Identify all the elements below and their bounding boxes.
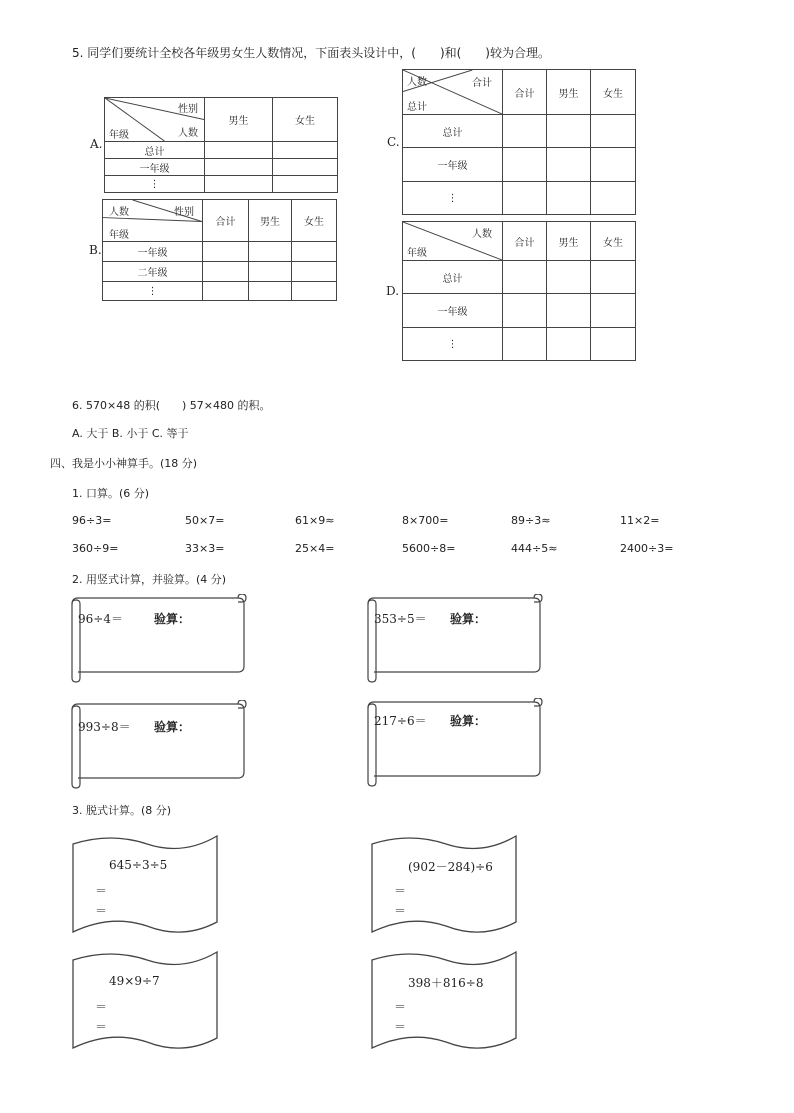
check-label: 验算： (154, 612, 191, 626)
option-d-table (402, 221, 636, 361)
option-a-label: A. (90, 137, 103, 151)
option-b-row-label: ⋮ (103, 282, 203, 301)
expression: 398＋816÷8 (408, 976, 484, 990)
option-c-row-label: ⋮ (403, 182, 503, 215)
equals-sign: ＝ (394, 884, 407, 898)
part-1-title: 1. 口算。(6 分) (72, 487, 150, 500)
division-expression: 96÷4＝ (78, 612, 123, 626)
expression: 49×9÷7 (109, 974, 160, 988)
equals-sign: ＝ (394, 1020, 407, 1034)
step-calc-box (71, 830, 219, 936)
oral-calc: 360÷9= (72, 542, 119, 555)
option-b-label: B. (89, 243, 102, 257)
oral-calc: 25×4= (295, 542, 335, 555)
option-b-corner-top-left: 人数 (109, 207, 129, 218)
option-a-corner-header (105, 98, 205, 142)
vertical-calc-box (66, 700, 246, 786)
oral-calc: 11×2= (620, 514, 660, 527)
option-a-corner-mid: 人数 (178, 128, 198, 139)
option-a-row-label: ⋮ (105, 176, 205, 193)
option-d-col-header: 女生 (591, 222, 636, 261)
option-b-corner-bottom: 年级 (109, 230, 129, 241)
option-b-corner-top-right: 性别 (174, 207, 194, 218)
division-expression: 993÷8＝ (78, 720, 131, 734)
oral-calc: 5600÷8= (402, 542, 456, 555)
option-c-table (402, 69, 636, 215)
option-a-row-label: 一年级 (105, 159, 205, 176)
expression: 645÷3÷5 (109, 858, 168, 872)
option-a-corner-bottom: 年级 (109, 130, 129, 141)
option-d-corner-header (403, 222, 503, 261)
option-d-col-header: 男生 (547, 222, 591, 261)
option-b-row-label: 二年级 (103, 262, 203, 282)
oral-calc: 50×7= (185, 514, 225, 527)
option-d-row-label: 一年级 (403, 294, 503, 328)
section-4-title: 四、我是小小神算手。(18 分) (50, 457, 198, 470)
equals-sign: ＝ (95, 1000, 108, 1014)
vertical-calc-box (66, 594, 246, 680)
option-c-label: C. (387, 135, 400, 149)
option-b-corner-header (103, 200, 203, 242)
q6-question: 6. 570×48 的积( ) 57×480 的积。 (72, 399, 271, 412)
equals-sign: ＝ (95, 884, 108, 898)
option-d-corner-top: 人数 (472, 229, 492, 240)
equals-sign: ＝ (394, 1000, 407, 1014)
option-b-col-header: 男生 (249, 200, 292, 242)
option-a-corner-top: 性别 (178, 104, 198, 115)
oral-calc: 8×700= (402, 514, 449, 527)
equals-sign: ＝ (95, 904, 108, 918)
expression: (902－284)÷6 (408, 860, 493, 874)
q5-question: 5. 同学们要统计全校各年级男女生人数情况，下面表头设计中，( )和( )较为合理。 (72, 46, 550, 60)
step-calc-box (370, 830, 518, 936)
option-d-row-label: 总计 (403, 261, 503, 294)
option-a-col-header: 男生 (205, 98, 273, 142)
option-d-row-label: ⋮ (403, 328, 503, 361)
option-c-col-header: 男生 (547, 70, 591, 115)
option-c-corner-header (403, 70, 503, 115)
q6-options: A. 大于 B. 小于 C. 等于 (72, 427, 189, 440)
step-calc-box (71, 946, 219, 1052)
vertical-calc-box (362, 594, 542, 680)
option-c-col-header: 女生 (591, 70, 636, 115)
division-expression: 353÷5＝ (374, 612, 427, 626)
option-c-corner-top-left: 人数 (407, 77, 427, 88)
part-2-title: 2. 用竖式计算，并验算。(4 分) (72, 573, 227, 586)
equals-sign: ＝ (95, 1020, 108, 1034)
option-a-col-header: 女生 (273, 98, 338, 142)
option-a-table (104, 97, 338, 193)
check-label: 验算： (450, 612, 487, 626)
option-b-table (102, 199, 337, 301)
option-a-row-label: 总计 (105, 142, 205, 159)
oral-calc: 444÷5≈ (511, 542, 558, 555)
oral-calc: 33×3= (185, 542, 225, 555)
vertical-calc-box (362, 698, 542, 784)
oral-calc: 89÷3≈ (511, 514, 551, 527)
option-d-label: D. (386, 284, 400, 298)
option-c-corner-bottom: 总计 (407, 102, 427, 113)
option-c-corner-top-right: 合计 (472, 78, 492, 89)
option-b-col-header: 女生 (292, 200, 337, 242)
option-c-row-label: 一年级 (403, 148, 503, 182)
equals-sign: ＝ (394, 904, 407, 918)
check-label: 验算： (450, 714, 487, 728)
oral-calc: 2400÷3= (620, 542, 674, 555)
part-3-title: 3. 脱式计算。(8 分) (72, 804, 172, 817)
oral-calc: 96÷3= (72, 514, 112, 527)
option-d-col-header: 合计 (503, 222, 547, 261)
oral-calc: 61×9≈ (295, 514, 335, 527)
check-label: 验算： (154, 720, 191, 734)
option-d-corner-bottom: 年级 (407, 248, 427, 259)
option-c-col-header: 合计 (503, 70, 547, 115)
option-c-row-label: 总计 (403, 115, 503, 148)
division-expression: 217÷6＝ (374, 714, 427, 728)
option-b-col-header: 合计 (203, 200, 249, 242)
step-calc-box (370, 946, 518, 1052)
option-b-row-label: 一年级 (103, 242, 203, 262)
